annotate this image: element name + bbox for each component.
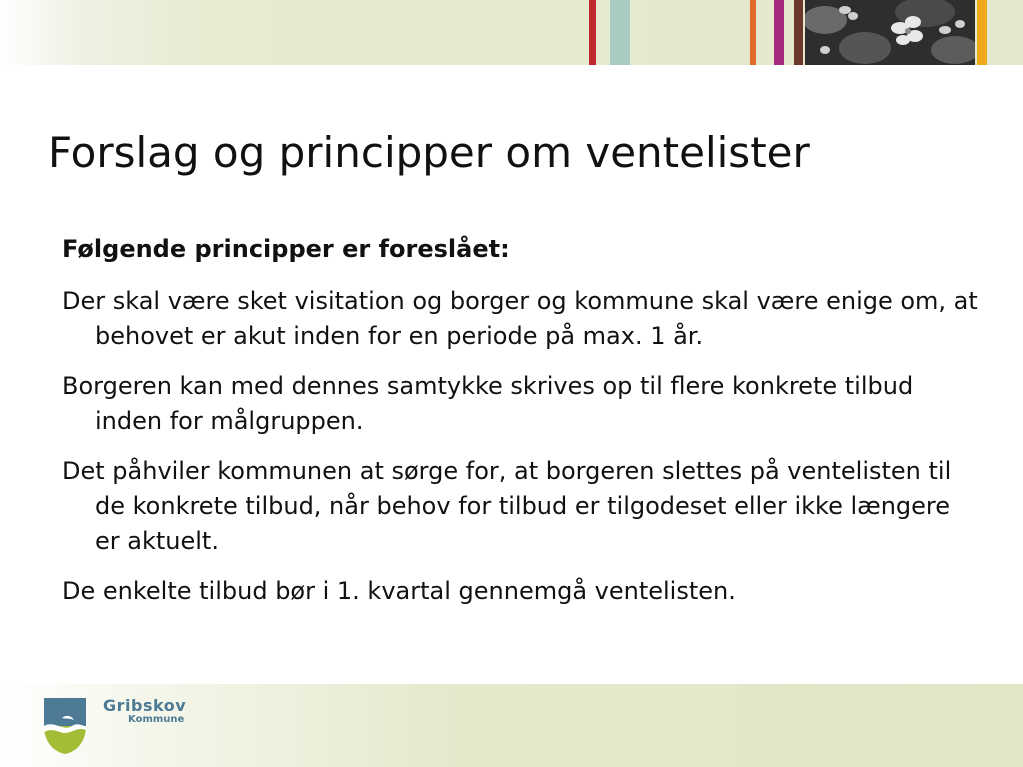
body-paragraph: Borgeren kan med dennes samtykke skrives op til flere konkrete tilbud inden for målgruppen.: [62, 372, 914, 435]
flower-photo: [805, 0, 975, 65]
stripe-yellow: [977, 0, 987, 65]
stripe-orange: [750, 0, 756, 65]
body-paragraph: De enkelte tilbud bør i 1. kvartal gennemgå ventelisten.: [62, 577, 736, 605]
logo-name: Gribskov: [103, 696, 187, 715]
body-paragraph: Det påhviler kommunen at sørge for, at borgeren slettes på ventelisten til de konkrete tilbud, når behov for tilbud er tilgodeset eller ikke længere er aktuelt.: [62, 457, 952, 555]
body-paragraph: Der skal være sket visitation og borger og kommune skal være enige om, at behovet er akut inden for en periode på max. 1 år.: [62, 287, 978, 350]
stripe-red: [589, 0, 596, 65]
gribskov-logo-shield-icon: [42, 696, 88, 756]
stripe-teal: [610, 0, 630, 65]
logo-subtitle: Kommune: [128, 714, 185, 725]
slide-title: Forslag og principper om ventelister: [48, 128, 810, 177]
slide-body: [62, 232, 982, 624]
stripe-brown: [794, 0, 803, 65]
stripe-purple: [774, 0, 784, 65]
body-heading: Følgende principper er foreslået:: [62, 235, 510, 263]
